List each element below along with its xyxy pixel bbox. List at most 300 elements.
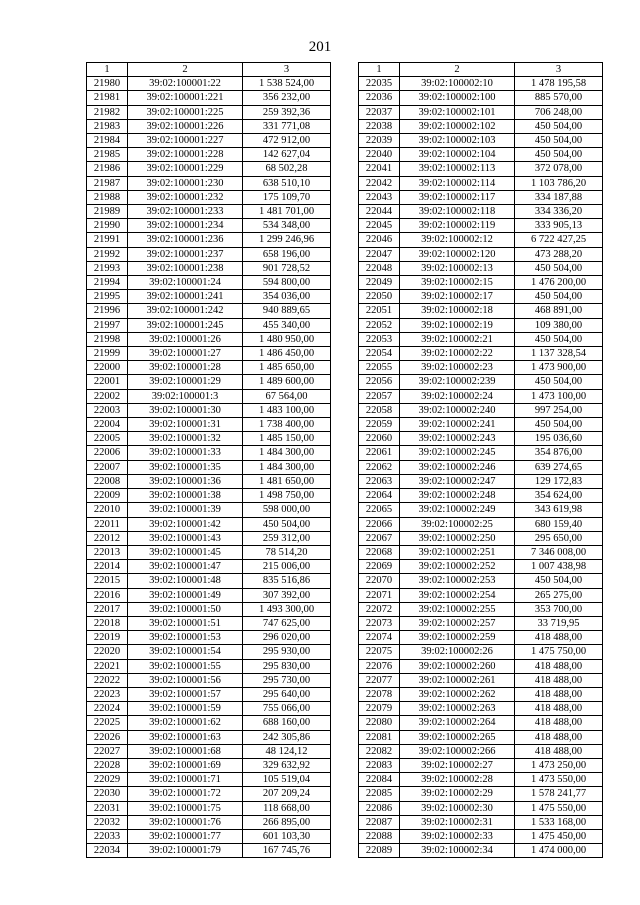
cadastral-number-cell: 39:02:100001:42 [128, 517, 243, 531]
value-cell: 1 484 300,00 [243, 446, 331, 460]
row-number-cell: 22005 [87, 432, 128, 446]
table-row [87, 503, 331, 517]
table-row [87, 645, 331, 659]
row-number-cell: 22026 [87, 730, 128, 744]
table-row [359, 318, 603, 332]
table-row [359, 233, 603, 247]
cadastral-number-cell: 39:02:100002:263 [400, 702, 515, 716]
table-row [359, 574, 603, 588]
table-row [87, 744, 331, 758]
table-row [359, 758, 603, 772]
table-body [87, 77, 331, 858]
row-number-cell: 22068 [359, 545, 400, 559]
row-number-cell: 22052 [359, 318, 400, 332]
cadastral-number-cell: 39:02:100002:249 [400, 503, 515, 517]
cadastral-number-cell: 39:02:100002:259 [400, 631, 515, 645]
row-number-cell: 22000 [87, 361, 128, 375]
table-row [359, 744, 603, 758]
cadastral-number-cell: 39:02:100001:35 [128, 460, 243, 474]
page-number: 201 [308, 39, 332, 55]
table-row [359, 432, 603, 446]
row-number-cell: 22073 [359, 616, 400, 630]
value-cell: 295 650,00 [515, 531, 603, 545]
cadastral-number-cell: 39:02:100002:30 [400, 801, 515, 815]
row-number-cell: 22074 [359, 631, 400, 645]
table-row [87, 219, 331, 233]
table-row [359, 602, 603, 616]
table-row [87, 702, 331, 716]
value-cell: 1 485 650,00 [243, 361, 331, 375]
row-number-cell: 22015 [87, 574, 128, 588]
value-cell: 1 474 000,00 [515, 844, 603, 858]
cadastral-number-cell: 39:02:100002:19 [400, 318, 515, 332]
cadastral-number-cell: 39:02:100002:104 [400, 148, 515, 162]
row-number-cell: 21995 [87, 290, 128, 304]
table-row [359, 801, 603, 815]
value-cell: 472 912,00 [243, 134, 331, 148]
row-number-cell: 22053 [359, 332, 400, 346]
row-number-cell: 22047 [359, 247, 400, 261]
value-cell: 1 533 168,00 [515, 815, 603, 829]
value-cell: 418 488,00 [515, 687, 603, 701]
cadastral-number-cell: 39:02:100002:120 [400, 247, 515, 261]
cadastral-number-cell: 39:02:100002:102 [400, 119, 515, 133]
cadastral-number-cell: 39:02:100001:51 [128, 616, 243, 630]
table-row [359, 403, 603, 417]
row-number-cell: 22061 [359, 446, 400, 460]
value-cell: 450 504,00 [515, 332, 603, 346]
cadastral-number-cell: 39:02:100001:236 [128, 233, 243, 247]
row-number-cell: 21990 [87, 219, 128, 233]
cadastral-number-cell: 39:02:100001:233 [128, 205, 243, 219]
row-number-cell: 22004 [87, 418, 128, 432]
cadastral-number-cell: 39:02:100002:245 [400, 446, 515, 460]
cadastral-number-cell: 39:02:100002:113 [400, 162, 515, 176]
value-cell: 450 504,00 [515, 148, 603, 162]
value-cell: 1 299 246,96 [243, 233, 331, 247]
value-cell: 418 488,00 [515, 659, 603, 673]
value-cell: 259 392,36 [243, 105, 331, 119]
table-row [87, 389, 331, 403]
value-cell: 1 473 550,00 [515, 773, 603, 787]
row-number-cell: 22022 [87, 673, 128, 687]
value-cell: 354 624,00 [515, 489, 603, 503]
row-number-cell: 22044 [359, 205, 400, 219]
value-cell: 354 876,00 [515, 446, 603, 460]
row-number-cell: 21991 [87, 233, 128, 247]
row-number-cell: 22080 [359, 716, 400, 730]
cadastral-number-cell: 39:02:100001:72 [128, 787, 243, 801]
table-row [87, 673, 331, 687]
value-cell: 418 488,00 [515, 702, 603, 716]
value-cell: 1 484 300,00 [243, 460, 331, 474]
cadastral-number-cell: 39:02:100002:17 [400, 290, 515, 304]
row-number-cell: 22062 [359, 460, 400, 474]
value-cell: 418 488,00 [515, 730, 603, 744]
cadastral-number-cell: 39:02:100001:53 [128, 631, 243, 645]
row-number-cell: 22016 [87, 588, 128, 602]
row-number-cell: 22038 [359, 119, 400, 133]
table-row [87, 261, 331, 275]
table-row [87, 574, 331, 588]
row-number-cell: 22013 [87, 545, 128, 559]
cadastral-number-cell: 39:02:100001:227 [128, 134, 243, 148]
row-number-cell: 22031 [87, 801, 128, 815]
cadastral-number-cell: 39:02:100001:49 [128, 588, 243, 602]
row-number-cell: 21985 [87, 148, 128, 162]
table-row [87, 276, 331, 290]
table-row [359, 588, 603, 602]
table-row [359, 659, 603, 673]
cadastral-number-cell: 39:02:100001:232 [128, 190, 243, 204]
table-row [87, 247, 331, 261]
table-row [359, 631, 603, 645]
table-row [87, 545, 331, 559]
cadastral-number-cell: 39:02:100001:26 [128, 332, 243, 346]
value-cell: 658 196,00 [243, 247, 331, 261]
value-cell: 450 504,00 [515, 290, 603, 304]
cadastral-number-cell: 39:02:100001:43 [128, 531, 243, 545]
row-number-cell: 22034 [87, 844, 128, 858]
cadastral-number-cell: 39:02:100002:119 [400, 219, 515, 233]
cadastral-number-cell: 39:02:100001:59 [128, 702, 243, 716]
value-cell: 1 485 150,00 [243, 432, 331, 446]
table-row [87, 176, 331, 190]
row-number-cell: 22030 [87, 787, 128, 801]
cadastral-number-cell: 39:02:100001:27 [128, 347, 243, 361]
row-number-cell: 22072 [359, 602, 400, 616]
value-cell: 167 745,76 [243, 844, 331, 858]
cadastral-number-cell: 39:02:100002:248 [400, 489, 515, 503]
row-number-cell: 22056 [359, 375, 400, 389]
value-cell: 418 488,00 [515, 673, 603, 687]
table-row [87, 361, 331, 375]
value-cell: 207 209,24 [243, 787, 331, 801]
table-row [359, 247, 603, 261]
value-cell: 468 891,00 [515, 304, 603, 318]
row-number-cell: 22079 [359, 702, 400, 716]
value-cell: 353 700,00 [515, 602, 603, 616]
cadastral-number-cell: 39:02:100002:18 [400, 304, 515, 318]
row-number-cell: 22003 [87, 403, 128, 417]
value-cell: 1 483 100,00 [243, 403, 331, 417]
row-number-cell: 21999 [87, 347, 128, 361]
row-number-cell: 22019 [87, 631, 128, 645]
cadastral-number-cell: 39:02:100001:55 [128, 659, 243, 673]
value-cell: 266 895,00 [243, 815, 331, 829]
cadastral-number-cell: 39:02:100001:29 [128, 375, 243, 389]
table-row [359, 531, 603, 545]
table-row [87, 474, 331, 488]
cadastral-number-cell: 39:02:100002:117 [400, 190, 515, 204]
value-cell: 997 254,00 [515, 403, 603, 417]
cadastral-number-cell: 39:02:100002:252 [400, 560, 515, 574]
table-row [87, 418, 331, 432]
value-cell: 418 488,00 [515, 744, 603, 758]
value-cell: 259 312,00 [243, 531, 331, 545]
row-number-cell: 22042 [359, 176, 400, 190]
row-number-cell: 22045 [359, 219, 400, 233]
value-cell: 1 475 550,00 [515, 801, 603, 815]
cadastral-number-cell: 39:02:100001:22 [128, 77, 243, 91]
cadastral-number-cell: 39:02:100001:77 [128, 829, 243, 843]
table-row [87, 844, 331, 858]
row-number-cell: 22009 [87, 489, 128, 503]
row-number-cell: 22071 [359, 588, 400, 602]
row-number-cell: 22057 [359, 389, 400, 403]
value-cell: 455 340,00 [243, 318, 331, 332]
table-row [87, 119, 331, 133]
table-row [87, 517, 331, 531]
table-header-row [87, 63, 331, 77]
cadastral-number-cell: 39:02:100001:56 [128, 673, 243, 687]
cadastral-number-cell: 39:02:100001:54 [128, 645, 243, 659]
cadastral-number-cell: 39:02:100001:234 [128, 219, 243, 233]
cadastral-number-cell: 39:02:100001:30 [128, 403, 243, 417]
cadastral-number-cell: 39:02:100002:241 [400, 418, 515, 432]
cadastral-number-cell: 39:02:100001:242 [128, 304, 243, 318]
value-cell: 295 830,00 [243, 659, 331, 673]
value-cell: 473 288,20 [515, 247, 603, 261]
row-number-cell: 22008 [87, 474, 128, 488]
table-row [359, 389, 603, 403]
value-cell: 354 036,00 [243, 290, 331, 304]
table-row [359, 176, 603, 190]
row-number-cell: 21981 [87, 91, 128, 105]
table-row [359, 276, 603, 290]
cadastral-number-cell: 39:02:100002:103 [400, 134, 515, 148]
cadastral-number-cell: 39:02:100001:32 [128, 432, 243, 446]
row-number-cell: 22029 [87, 773, 128, 787]
cadastral-number-cell: 39:02:100001:76 [128, 815, 243, 829]
cadastral-number-cell: 39:02:100001:36 [128, 474, 243, 488]
table-row [359, 148, 603, 162]
table-row [359, 361, 603, 375]
row-number-cell: 22063 [359, 474, 400, 488]
value-cell: 331 771,08 [243, 119, 331, 133]
cadastral-number-cell: 39:02:100001:47 [128, 560, 243, 574]
row-number-cell: 22027 [87, 744, 128, 758]
table-row [87, 290, 331, 304]
cadastral-number-cell: 39:02:100001:33 [128, 446, 243, 460]
value-cell: 175 109,70 [243, 190, 331, 204]
value-cell: 1 137 328,54 [515, 347, 603, 361]
value-cell: 334 336,20 [515, 205, 603, 219]
table-row [87, 134, 331, 148]
cadastral-number-cell: 39:02:100001:3 [128, 389, 243, 403]
cadastral-number-cell: 39:02:100002:21 [400, 332, 515, 346]
row-number-cell: 22067 [359, 531, 400, 545]
cadastral-number-cell: 39:02:100001:75 [128, 801, 243, 815]
row-number-cell: 22024 [87, 702, 128, 716]
cadastral-number-cell: 39:02:100002:253 [400, 574, 515, 588]
row-number-cell: 21986 [87, 162, 128, 176]
table-row [359, 77, 603, 91]
cadastral-number-cell: 39:02:100002:255 [400, 602, 515, 616]
row-number-cell: 22055 [359, 361, 400, 375]
table-row [359, 91, 603, 105]
cadastral-number-cell: 39:02:100001:62 [128, 716, 243, 730]
value-cell: 118 668,00 [243, 801, 331, 815]
table-row [359, 261, 603, 275]
value-cell: 706 248,00 [515, 105, 603, 119]
row-number-cell: 21993 [87, 261, 128, 275]
row-number-cell: 21982 [87, 105, 128, 119]
cadastral-number-cell: 39:02:100001:238 [128, 261, 243, 275]
cadastral-number-cell: 39:02:100002:262 [400, 687, 515, 701]
table-row [87, 233, 331, 247]
cadastral-number-cell: 39:02:100002:13 [400, 261, 515, 275]
row-number-cell: 22043 [359, 190, 400, 204]
row-number-cell: 21988 [87, 190, 128, 204]
row-number-cell: 22076 [359, 659, 400, 673]
value-cell: 450 504,00 [515, 574, 603, 588]
cadastral-number-cell: 39:02:100002:10 [400, 77, 515, 91]
value-cell: 356 232,00 [243, 91, 331, 105]
table-row [87, 602, 331, 616]
row-number-cell: 22069 [359, 560, 400, 574]
value-cell: 129 172,83 [515, 474, 603, 488]
table-row [87, 616, 331, 630]
value-cell: 901 728,52 [243, 261, 331, 275]
table-row [359, 205, 603, 219]
cadastral-number-cell: 39:02:100001:31 [128, 418, 243, 432]
row-number-cell: 22039 [359, 134, 400, 148]
row-number-cell: 22077 [359, 673, 400, 687]
cadastral-number-cell: 39:02:100002:15 [400, 276, 515, 290]
cadastral-number-cell: 39:02:100002:266 [400, 744, 515, 758]
cadastral-number-cell: 39:02:100002:247 [400, 474, 515, 488]
table-row [359, 503, 603, 517]
row-number-cell: 22060 [359, 432, 400, 446]
column-header-number: 1 [87, 63, 128, 77]
value-cell: 418 488,00 [515, 716, 603, 730]
value-cell: 68 502,28 [243, 162, 331, 176]
table-row [87, 560, 331, 574]
value-cell: 450 504,00 [515, 119, 603, 133]
table-row [87, 432, 331, 446]
cadastral-number-cell: 39:02:100002:118 [400, 205, 515, 219]
table-row [87, 205, 331, 219]
cadastral-number-cell: 39:02:100002:240 [400, 403, 515, 417]
cadastral-number-cell: 39:02:100001:45 [128, 545, 243, 559]
row-number-cell: 22049 [359, 276, 400, 290]
row-number-cell: 21984 [87, 134, 128, 148]
table-row [359, 446, 603, 460]
value-cell: 885 570,00 [515, 91, 603, 105]
row-number-cell: 22010 [87, 503, 128, 517]
value-cell: 295 730,00 [243, 673, 331, 687]
table-row [359, 645, 603, 659]
table-row [359, 105, 603, 119]
table-row [359, 687, 603, 701]
row-number-cell: 22048 [359, 261, 400, 275]
table-row [87, 659, 331, 673]
value-cell: 1 473 250,00 [515, 758, 603, 772]
cadastral-number-cell: 39:02:100002:101 [400, 105, 515, 119]
cadastral-number-cell: 39:02:100002:22 [400, 347, 515, 361]
cadastral-number-cell: 39:02:100002:239 [400, 375, 515, 389]
table-row [359, 517, 603, 531]
row-number-cell: 22081 [359, 730, 400, 744]
table-row [87, 716, 331, 730]
value-cell: 343 619,98 [515, 503, 603, 517]
table-row [359, 304, 603, 318]
value-cell: 329 632,92 [243, 758, 331, 772]
table-row [359, 190, 603, 204]
value-cell: 78 514,20 [243, 545, 331, 559]
cadastral-number-cell: 39:02:100002:34 [400, 844, 515, 858]
cadastral-number-cell: 39:02:100001:226 [128, 119, 243, 133]
cadastral-number-cell: 39:02:100002:100 [400, 91, 515, 105]
value-cell: 450 504,00 [515, 418, 603, 432]
value-cell: 1 738 400,00 [243, 418, 331, 432]
row-number-cell: 22028 [87, 758, 128, 772]
row-number-cell: 22089 [359, 844, 400, 858]
cadastral-number-cell: 39:02:100002:12 [400, 233, 515, 247]
row-number-cell: 22088 [359, 829, 400, 843]
value-cell: 67 564,00 [243, 389, 331, 403]
value-cell: 1 481 650,00 [243, 474, 331, 488]
cadastral-number-cell: 39:02:100002:260 [400, 659, 515, 673]
row-number-cell: 22021 [87, 659, 128, 673]
row-number-cell: 22011 [87, 517, 128, 531]
row-number-cell: 22065 [359, 503, 400, 517]
row-number-cell: 22007 [87, 460, 128, 474]
row-number-cell: 22083 [359, 758, 400, 772]
value-cell: 450 504,00 [515, 375, 603, 389]
row-number-cell: 21994 [87, 276, 128, 290]
cadastral-number-cell: 39:02:100002:114 [400, 176, 515, 190]
row-number-cell: 22051 [359, 304, 400, 318]
row-number-cell: 22017 [87, 602, 128, 616]
table-row [359, 290, 603, 304]
cadastral-number-cell: 39:02:100001:57 [128, 687, 243, 701]
value-cell: 747 625,00 [243, 616, 331, 630]
registry-table-right [358, 62, 603, 858]
table-row [359, 773, 603, 787]
value-cell: 7 346 008,00 [515, 545, 603, 559]
value-cell: 1 103 786,20 [515, 176, 603, 190]
value-cell: 940 889,65 [243, 304, 331, 318]
value-cell: 48 124,12 [243, 744, 331, 758]
row-number-cell: 22075 [359, 645, 400, 659]
table-row [359, 673, 603, 687]
row-number-cell: 22082 [359, 744, 400, 758]
table-row [87, 190, 331, 204]
table-row [87, 773, 331, 787]
cadastral-number-cell: 39:02:100002:264 [400, 716, 515, 730]
table-row [87, 105, 331, 119]
table-row [87, 758, 331, 772]
table-row [359, 702, 603, 716]
value-cell: 601 103,30 [243, 829, 331, 843]
row-number-cell: 22001 [87, 375, 128, 389]
cadastral-number-cell: 39:02:100001:237 [128, 247, 243, 261]
value-cell: 1 538 524,00 [243, 77, 331, 91]
table-row [359, 219, 603, 233]
table-row [359, 489, 603, 503]
cadastral-number-cell: 39:02:100002:243 [400, 432, 515, 446]
value-cell: 33 719,95 [515, 616, 603, 630]
registry-table-left [86, 62, 331, 858]
value-cell: 1 475 750,00 [515, 645, 603, 659]
table-row [359, 134, 603, 148]
row-number-cell: 21980 [87, 77, 128, 91]
cadastral-number-cell: 39:02:100001:48 [128, 574, 243, 588]
column-header-number: 1 [359, 63, 400, 77]
row-number-cell: 22070 [359, 574, 400, 588]
